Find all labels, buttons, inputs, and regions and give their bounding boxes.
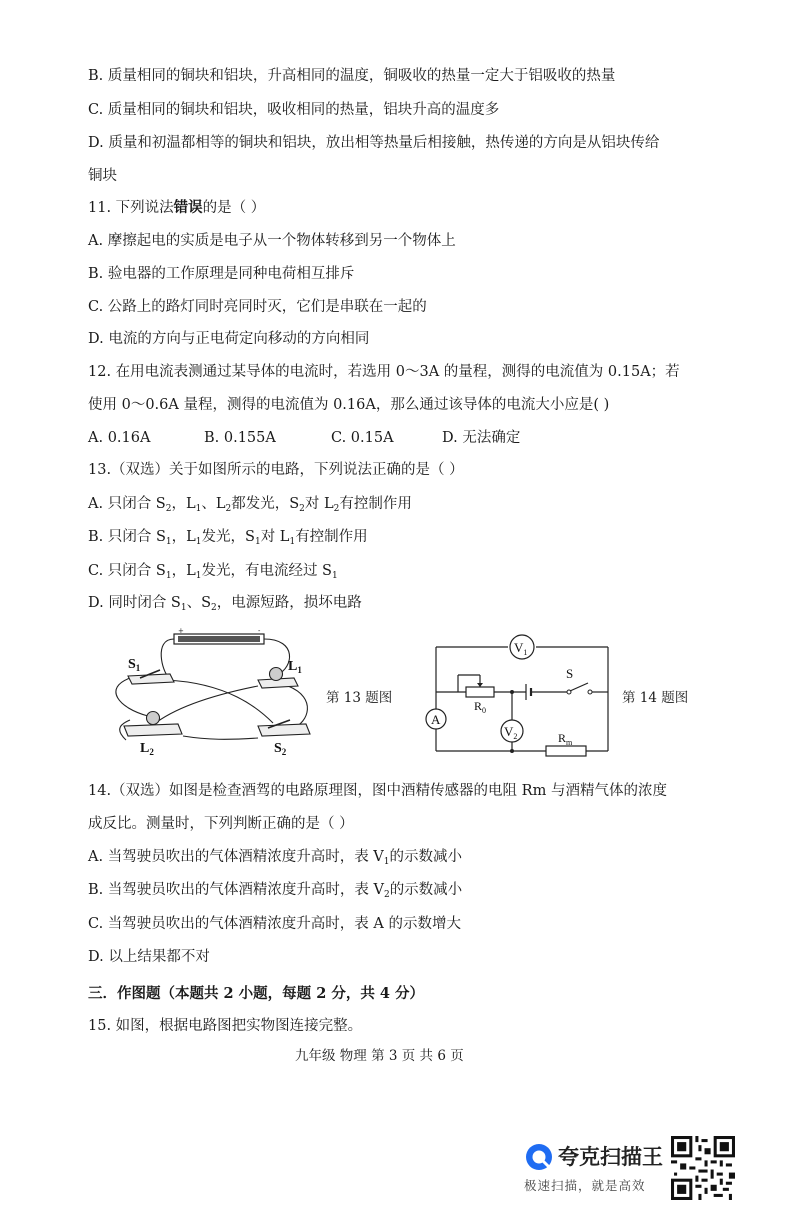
section-3-title: 三．作图题（本题共 2 小题，每题 2 分，共 4 分） <box>88 985 425 1002</box>
q11-option-d: D. 电流的方向与正电荷定向移动的方向相同 <box>88 331 370 347</box>
lamp-l2-bulb-icon <box>147 712 160 725</box>
q12-option-a: A. 0.16A <box>88 430 151 446</box>
figure-13-circuit <box>108 628 323 758</box>
q11-option-b: B. 验电器的工作原理是同种电荷相互排斥 <box>88 266 355 282</box>
label-a: A <box>431 712 441 727</box>
label-v2: $V_2$ <box>504 724 518 741</box>
q13-option-a: A. 只闭合 $S_2$，$L_1$、$L_2$都发光，$S_2$对 $L_2$有控制作用 <box>88 496 412 514</box>
q14-stem-line1: 14.（双选）如图是检查酒驾的电路原理图，图中酒精传感器的电阻 Rm 与酒精气体的浓度 <box>88 783 667 799</box>
q10-option-c: C. 质量相同的铜块和铝块，吸收相同的热量，铝块升高的温度多 <box>88 102 500 118</box>
q13-option-c: C. 只闭合 $S_1$，$L_1$发光，有电流经过 $S_1$ <box>88 563 338 581</box>
q13-option-b: B. 只闭合 $S_1$，$L_1$发光，$S_1$对 $L_1$有控制作用 <box>88 529 368 547</box>
resistor-rm-icon <box>546 746 586 756</box>
wire-5 <box>153 686 258 725</box>
q11-emphasis: 错误 <box>173 199 203 216</box>
figure-13-caption: 第 13 题图 <box>326 690 393 706</box>
watermark-slogan: 极速扫描，就是高效 <box>524 1178 646 1193</box>
page-footer: 九年级 物理 第 3 页 共 6 页 <box>295 1048 464 1064</box>
figure-14-caption: 第 14 题图 <box>622 690 689 706</box>
q13-option-d: D. 同时闭合 $S_1$、$S_2$，电源短路，损坏电路 <box>88 595 362 613</box>
q10-option-b: B. 质量相同的铜块和铝块，升高相同的温度，铜吸收的热量一定大于铝吸收的热量 <box>88 68 616 84</box>
q14-stem-line2: 成反比。测量时，下列判断正确的是（ ） <box>88 816 354 832</box>
q12-stem-line1: 12. 在用电流表测通过某导体的电流时，若选用 0～3A 的量程，测得的电流值为 0.15A；若 <box>88 364 680 380</box>
switch-s1-base-icon <box>128 674 174 684</box>
battery-cells-icon <box>178 636 260 642</box>
label-s2: $S_2$ <box>274 741 287 757</box>
wire-6 <box>288 686 307 728</box>
label-l1: $L_1$ <box>288 659 302 675</box>
switch-s2-base-icon <box>258 724 310 736</box>
watermark-app-name: 夸克扫描王 <box>558 1145 663 1169</box>
q10-option-d-line2: 铜块 <box>88 168 117 184</box>
q10-option-d-line1: D. 质量和初温都相等的铜块和铝块，放出相等热量后相接触，热传递的方向是从铝块传给 <box>88 135 660 151</box>
label-s: S <box>566 666 574 681</box>
q14-option-c: C. 当驾驶员吹出的气体酒精浓度升高时，表 A 的示数增大 <box>88 916 461 932</box>
qr-code-icon <box>671 1136 735 1200</box>
q12-option-b: B. 0.155A <box>204 430 276 446</box>
q14-option-d: D. 以上结果都不对 <box>88 949 210 965</box>
label-r0: $R_0$ <box>474 699 487 715</box>
q15-stem: 15. 如图，根据电路图把实物图连接完整。 <box>88 1018 363 1034</box>
figure-14-circuit <box>418 630 618 760</box>
label-s1: $S_1$ <box>128 657 141 673</box>
q11-stem: 11. 下列说法错误的是（ ） <box>88 199 266 216</box>
label-v1: $V_1$ <box>514 640 528 657</box>
wire-1 <box>161 639 174 676</box>
q12-options <box>88 428 648 448</box>
quark-logo-icon <box>524 1142 554 1172</box>
q12-stem-line2: 使用 0～0.6A 量程，测得的电流值为 0.16A，那么通过该导体的电流大小应是( ) <box>88 397 610 413</box>
label-rm: $R_m$ <box>558 731 573 747</box>
lamp-l2-base-icon <box>124 724 182 736</box>
q13-stem: 13.（双选）关于如图所示的电路，下列说法正确的是（ ） <box>88 462 464 478</box>
q11-option-a: A. 摩擦起电的实质是电子从一个物体转移到另一个物体上 <box>88 233 456 249</box>
q11-option-c: C. 公路上的路灯同时亮同时灭，它们是串联在一起的 <box>88 299 427 315</box>
q12-option-d: D. 无法确定 <box>442 430 521 446</box>
scanner-watermark <box>522 1141 672 1197</box>
resistor-r0-icon <box>466 687 494 697</box>
label-l2: $L_2$ <box>140 741 154 757</box>
svg-text:-: - <box>258 628 261 635</box>
wire-8 <box>183 736 258 739</box>
q14-option-b: B. 当驾驶员吹出的气体酒精浓度升高时，表 $V_2$的示数减小 <box>88 882 463 900</box>
lamp-l1-bulb-icon <box>270 668 283 681</box>
q12-option-c: C. 0.15A <box>331 430 394 446</box>
q14-option-a: A. 当驾驶员吹出的气体酒精浓度升高时，表 $V_1$的示数减小 <box>88 849 463 867</box>
switch-s-icon <box>570 683 588 691</box>
svg-text:+: + <box>178 628 184 635</box>
